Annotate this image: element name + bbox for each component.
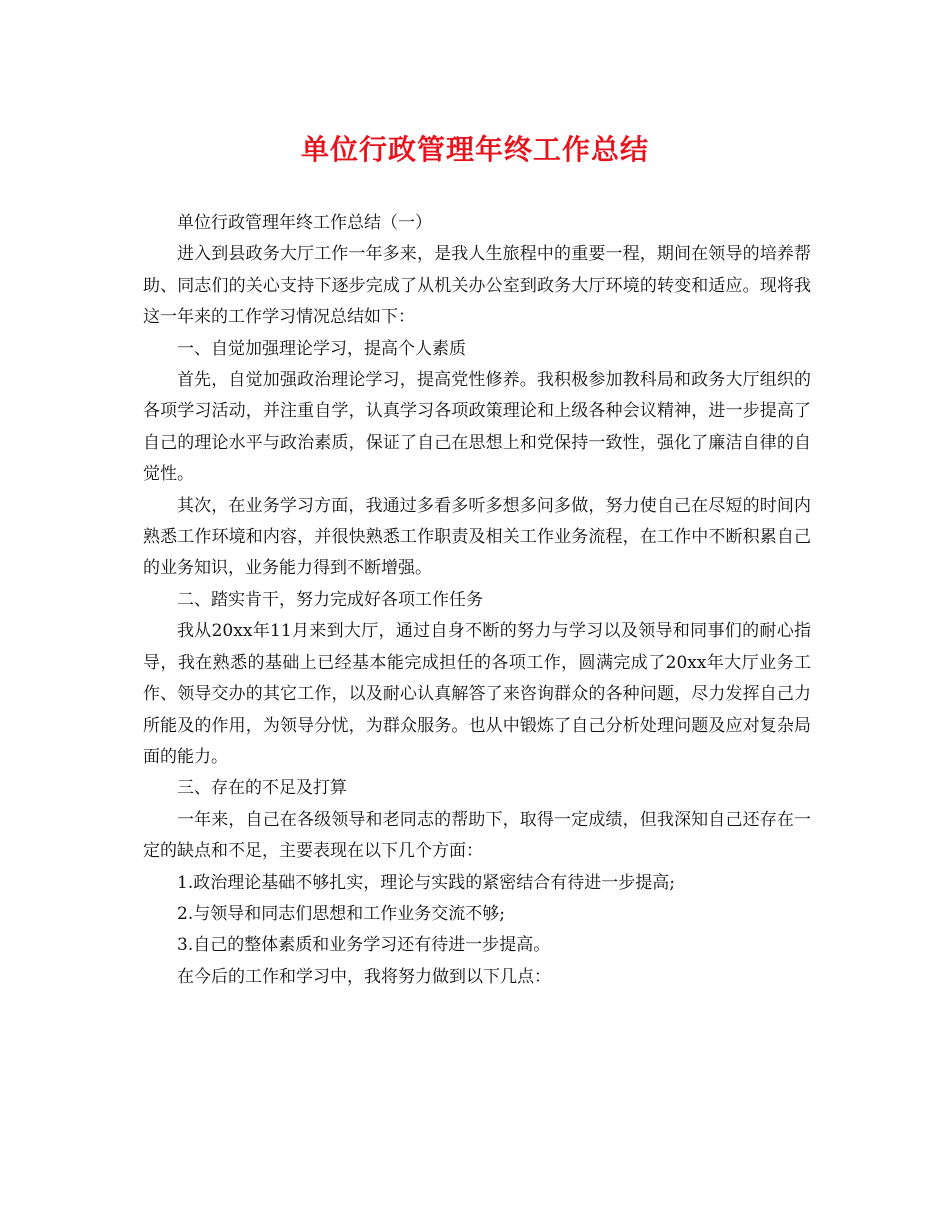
list-item-1: 1.政治理论基础不够扎实，理论与实践的紧密结合有待进一步提高; <box>177 872 675 893</box>
section-heading-1: 单位行政管理年终工作总结（一） <box>177 213 432 233</box>
paragraph-future-plan: 在今后的工作和学习中，我将努力做到以下几点： <box>177 966 551 987</box>
paragraph-intro: 进入到县政务大厅工作一年多来，是我人生旅程中的重要一程，期间在领导的培养帮助、同志们的关心支持下逐步完成了从机关办公室到政务大厅环境的转变和适应。现将我这一年来的工作学习情况总结如下： <box>143 244 811 328</box>
subheading-shortcomings: 三、存在的不足及打算 <box>177 778 347 799</box>
subheading-work-tasks: 二、踏实肯干，努力完成好各项工作任务 <box>177 589 483 610</box>
list-item-3: 3.自己的整体素质和业务学习还有待进一步提高。 <box>177 935 551 956</box>
document-body <box>143 208 811 993</box>
paragraph-business-study: 其次，在业务学习方面，我通过多看多听多想多问多做，努力使自己在尽短的时间内熟悉工作环境和内容，并很快熟悉工作职责及相关工作业务流程，在工作中不断积累自己的业务知识，业务能力得到不断增强。 <box>143 495 811 579</box>
paragraph-political-study: 首先，自觉加强政治理论学习，提高党性修养。我积极参加教科局和政务大厅组织的各项学习活动，并注重自学，认真学习各项政策理论和上级各种会议精神，进一步提高了自己的理论水平与政治素质，保证了自己在思想上和党保持一致性，强化了廉洁自律的自觉性。 <box>143 370 811 485</box>
list-item-2: 2.与领导和同志们思想和工作业务交流不够; <box>177 903 505 924</box>
document-title: 单位行政管理年终工作总结 <box>300 133 649 166</box>
paragraph-shortcomings: 一年来，自己在各级领导和老同志的帮助下，取得一定成绩，但我深知自己还存在一定的缺点和不足，主要表现在以下几个方面： <box>143 809 811 862</box>
paragraph-work-tasks: 我从20xx年11月来到大厅，通过自身不断的努力与学习以及领导和同事们的耐心指导，我在熟悉的基础上已经基本能完成担任的各项工作，圆满完成了20xx年大厅业务工作、领导交办的其它工作，以及耐心认真解答了来咨询群众的各种问题，尽力发挥自己力所能及的作用，为领导分忧，为群众服务。也从中锻炼了自己分析处理问题及应对复杂局面的能力。 <box>143 621 811 767</box>
subheading-theory-study: 一、自觉加强理论学习，提高个人素质 <box>177 338 466 359</box>
